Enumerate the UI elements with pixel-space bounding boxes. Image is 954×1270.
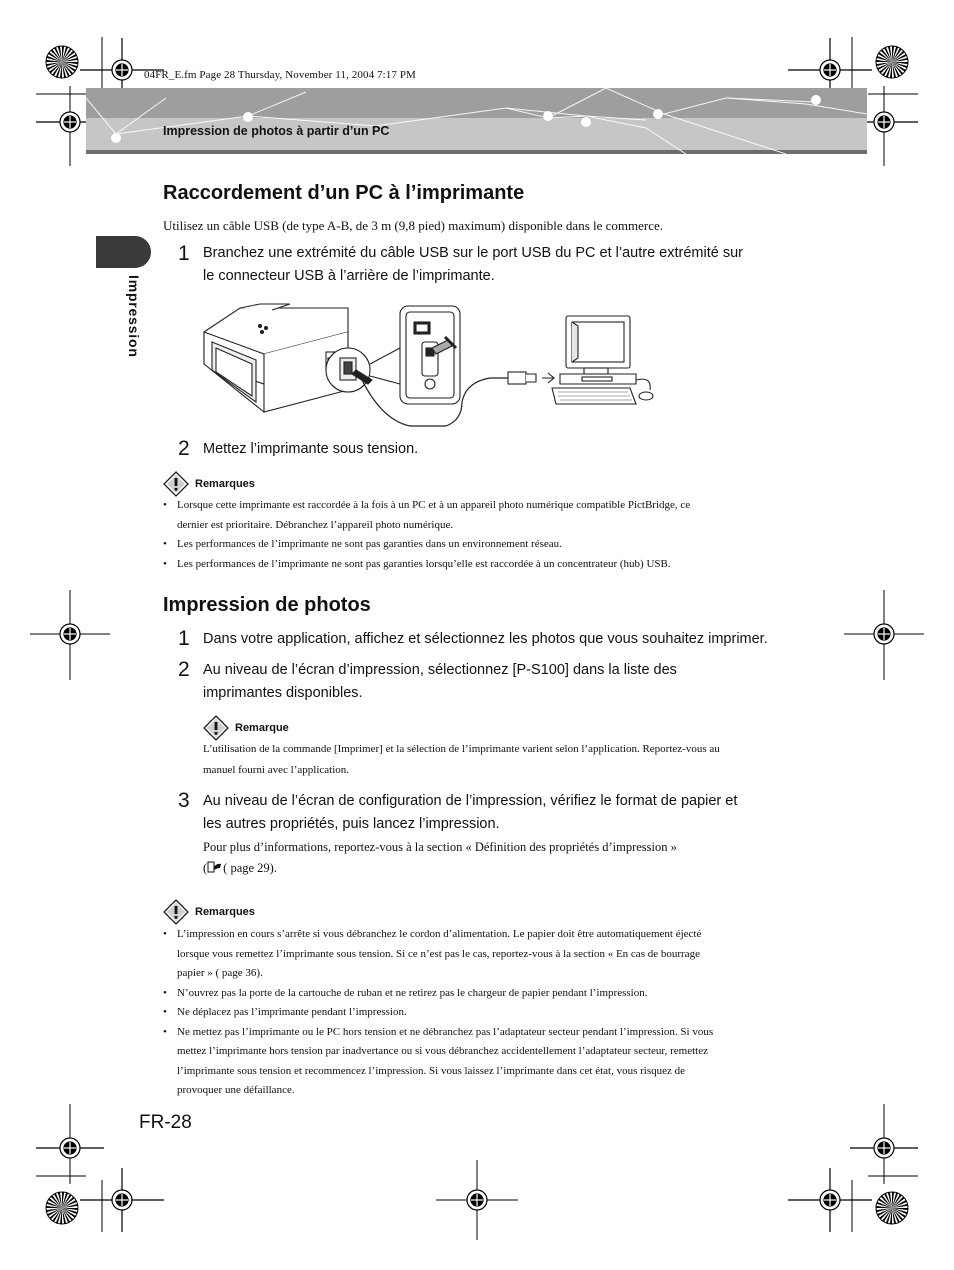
note-line-with-ref: ( ( page 29). (203, 861, 277, 875)
step-text (203, 659, 677, 705)
header-band (86, 88, 867, 154)
list-item (163, 925, 713, 984)
connection-illustration (200, 302, 670, 434)
page-ref-icon (207, 859, 223, 871)
list-item (163, 1023, 713, 1101)
starburst-mark (876, 46, 908, 78)
step-line: Au niveau de l’écran d’impression, sélectionnez [P-S100] dans la liste des (203, 662, 677, 678)
intro-text: Utilisez un câble USB (de type A-B, de 3 m (9,8 pied) maximum) disponible dans le commerce. (163, 218, 664, 233)
step-line: Au niveau de l’écran de configuration de l’impression, vérifiez le format de papier et (203, 793, 738, 809)
remarks-header (163, 899, 255, 925)
list-item (163, 496, 690, 535)
step-number: 3 (178, 789, 190, 812)
warning-diamond-icon (163, 899, 189, 925)
header-title: Impression de photos à partir d’un PC (163, 124, 390, 138)
side-tab-label: Impression (126, 275, 142, 358)
step-text (203, 790, 737, 836)
list-item-line: • Ne mettez pas l’imprimante ou le PC hors tension et ne débranchez pas l’adaptateur secteur pendant l’impression. Si vous (177, 1025, 714, 1038)
list-item (163, 555, 690, 575)
list-item-line: papier » ( page 36). (177, 967, 263, 979)
section-heading-connection: Raccordement d’un PC à l’imprimante (163, 182, 525, 204)
step-line: Branchez une extrémité du câble USB sur le port USB du PC et l’autre extrémité sur (203, 245, 743, 261)
list-item-line: • Les performances de l’imprimante ne sont pas garanties dans un environnement réseau. (177, 538, 562, 550)
remark-line: L’utilisation de la commande [Imprimer] et la sélection de l’imprimante varient selon l’application. Reportez-vous au (203, 743, 720, 755)
remarks-label: Remarques (195, 478, 255, 490)
remarks-header (163, 471, 255, 497)
step-note (203, 837, 677, 879)
section-heading-printing: Impression de photos (163, 594, 371, 616)
step-number: 2 (178, 437, 190, 460)
warning-diamond-icon (203, 715, 229, 741)
list-item (163, 1003, 713, 1023)
step-text (203, 242, 743, 288)
list-item (163, 984, 713, 1004)
step-line: imprimantes disponibles. (203, 685, 363, 701)
page-number: FR-28 (139, 1112, 192, 1133)
starburst-mark (876, 1192, 908, 1224)
remarks-list (163, 496, 690, 574)
remarks-label: Remarques (195, 906, 255, 918)
computer-drawing (552, 316, 653, 404)
note-line: Pour plus d’informations, reportez-vous à la section « Définition des propriétés d’impression » (203, 840, 677, 854)
note-ref-text: ( page 29). (223, 861, 277, 875)
file-stamp: 04FR_E.fm Page 28 Thursday, November 11, 2004 7:17 PM (144, 69, 416, 81)
list-item-line: • Les performances de l’imprimante ne sont pas garanties lorsqu’elle est raccordée à un concentrateur (hub) USB. (177, 557, 671, 570)
list-item-line: mettez l’imprimante hors tension par inadvertance ou si vous débranchez accidentellement l’adaptateur secteur, remettez (177, 1045, 708, 1057)
step-number: 2 (178, 658, 190, 681)
starburst-mark (46, 46, 78, 78)
remarks-list (163, 925, 713, 1101)
step-text: Dans votre application, affichez et sélectionnez les photos que vous souhaitez imprimer. (203, 631, 768, 647)
list-item-line: • Ne déplacez pas l’imprimante pendant l’impression. (177, 1006, 407, 1018)
printer-drawing (204, 304, 348, 412)
list-item-line: l’imprimante sous tension et recommencez l’impression. Si vous laissez l’imprimante dans cet état, vous risquez de (177, 1064, 686, 1077)
list-item-line: dernier est prioritaire. Débranchez l’appareil photo numérique. (177, 518, 454, 531)
starburst-mark (46, 1192, 78, 1224)
list-item-line: • Lorsque cette imprimante est raccordée à la fois à un PC et à un appareil photo numérique compatible PictBridge, ce (177, 499, 691, 511)
step-text: Mettez l’imprimante sous tension. (203, 441, 419, 457)
list-item-line: provoquer une défaillance. (177, 1084, 295, 1096)
list-item (163, 535, 690, 555)
remark-label: Remarque (235, 722, 289, 734)
remark-header (203, 715, 289, 741)
step-number: 1 (178, 627, 190, 650)
side-tab (96, 236, 151, 268)
remark-text (203, 739, 720, 780)
step-number: 1 (178, 242, 190, 265)
step-line: les autres propriétés, puis lancez l’impression. (203, 816, 500, 832)
warning-diamond-icon (163, 471, 189, 497)
step-line: le connecteur USB à l’arrière de l’imprimante. (203, 268, 495, 284)
list-item-line: lorsque vous remettez l’imprimante sous tension. Si ce n’est pas le cas, reportez-vous à la section « En cas de bourrage (177, 947, 700, 960)
list-item-line: • N’ouvrez pas la porte de la cartouche de ruban et ne retirez pas le chargeur de papier pendant l’impression. (177, 986, 648, 999)
remark-line: manuel fourni avec l’application. (203, 763, 349, 776)
list-item-line: • L’impression en cours s’arrête si vous débranchez le cordon d’alimentation. Le papier doit être automatiquement éjecté (177, 928, 702, 940)
